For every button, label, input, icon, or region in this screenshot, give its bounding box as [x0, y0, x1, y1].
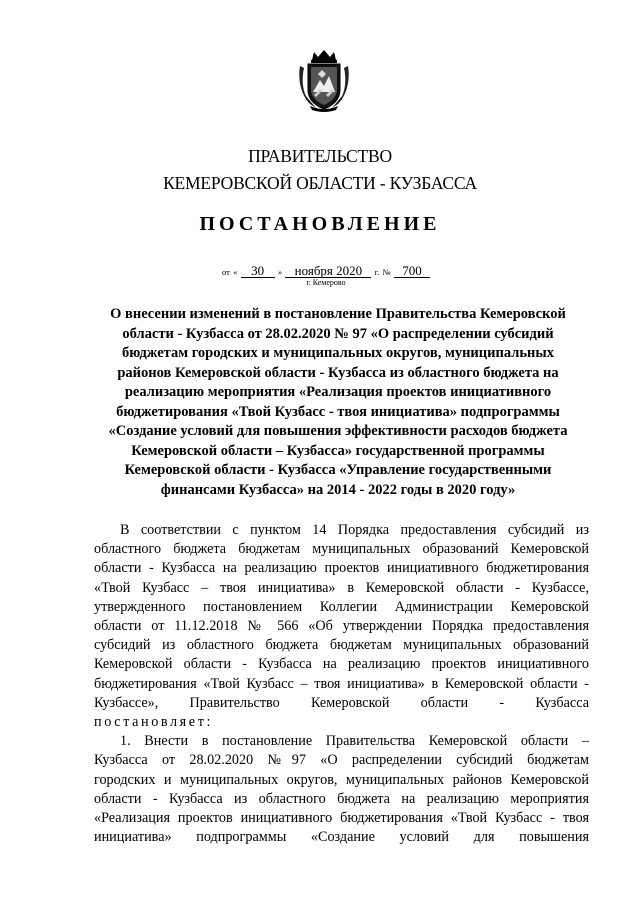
date-day: 30 [241, 264, 275, 278]
quote-close: » [277, 267, 283, 277]
body-line-decree-word: постановляет: [94, 714, 214, 731]
subject-line: финансами Кузбасса» на 2014 - 2022 годы в 2020 году» [160, 481, 516, 498]
document-body [94, 521, 589, 847]
year-suffix: г. [374, 267, 380, 277]
body-line: В соответствии с пунктом 14 Порядка предоставления субсидий из [120, 522, 589, 538]
body-line: «Твой Кузбасс – твоя инициатива» в Кемеровской области - Кузбассе, [94, 579, 589, 596]
body-line: инициатива» подпрограммы «Создание условий для повышения [94, 829, 589, 846]
body-line: бюджетирования «Твой Кузбасс – твоя инициатива» в Кемеровской области - [94, 675, 589, 692]
subject-line: районов Кемеровской области - Кузбасса из областного бюджета на [117, 364, 559, 381]
body-line: субсидий из областного бюджета бюджетам муниципальных образований [94, 637, 589, 654]
document-subject [96, 305, 580, 500]
body-line: областного бюджета бюджетам муниципальных образований Кемеровской [94, 541, 589, 558]
body-line: 1. Внести в постановление Правительства Кемеровской области – [120, 733, 589, 750]
quote-open: « [233, 267, 238, 277]
document-number: 700 [394, 264, 430, 278]
subject-line: «Создание условий для повышения эффективности расходов бюджета [108, 423, 568, 439]
coat-of-arms-icon [296, 48, 352, 112]
body-line: области от 11.12.2018 № 566 «Об утверждении Порядка предоставления [94, 618, 589, 635]
body-line: Кемеровской области - Кузбасса на реализацию проектов инициативного [94, 656, 589, 673]
government-title: ПРАВИТЕЛЬСТВО [248, 146, 392, 166]
city-label: г. Кемерово [306, 278, 346, 287]
body-line: городских и муниципальных округов, муниципальных районов Кемеровской [94, 771, 589, 788]
date-prefix: от [222, 267, 230, 277]
body-line: утвержденного постановлением Коллегии Администрации Кемеровской [94, 598, 589, 615]
subject-line: реализацию мероприятия «Реализация проектов инициативного [124, 384, 552, 400]
subject-line: области - Кузбасса от 28.02.2020 № 97 «О распределении субсидий [122, 325, 554, 342]
body-line: Кузбасса от 28.02.2020 №97 «О распределении субсидий бюджетам [94, 752, 589, 769]
body-line: области - Кузбасса на реализацию проектов инициативного бюджетирования [94, 560, 589, 577]
number-sign: № [382, 267, 391, 277]
subject-line: Кемеровской области - Кузбасса «Управление государственными [124, 462, 552, 478]
subject-line: бюджетам городских и муниципальных округов, муниципальных [122, 345, 554, 361]
subject-line: Кемеровской области – Кузбасса» государственной программы [131, 442, 545, 459]
document-type-heading: ПОСТАНОВЛЕНИЕ [199, 213, 441, 235]
region-title: КЕМЕРОВСКОЙ ОБЛАСТИ - КУЗБАССА [163, 173, 477, 193]
body-line: Кузбассе», Правительство Кемеровской области - Кузбасса [94, 694, 589, 711]
body-line: области - Кузбасса из областного бюджета на реализацию мероприятия [94, 790, 589, 807]
subject-line: О внесении изменений в постановление Правительства Кемеровской [110, 306, 566, 322]
subject-line: бюджетирования «Твой Кузбасс - твоя инициатива» подпрограммы [116, 403, 560, 420]
date-month-year: ноября 2020 [285, 264, 371, 278]
body-line: «Реализация проектов инициативного бюджетирования «Твой Кузбасс - твоя [94, 810, 589, 827]
